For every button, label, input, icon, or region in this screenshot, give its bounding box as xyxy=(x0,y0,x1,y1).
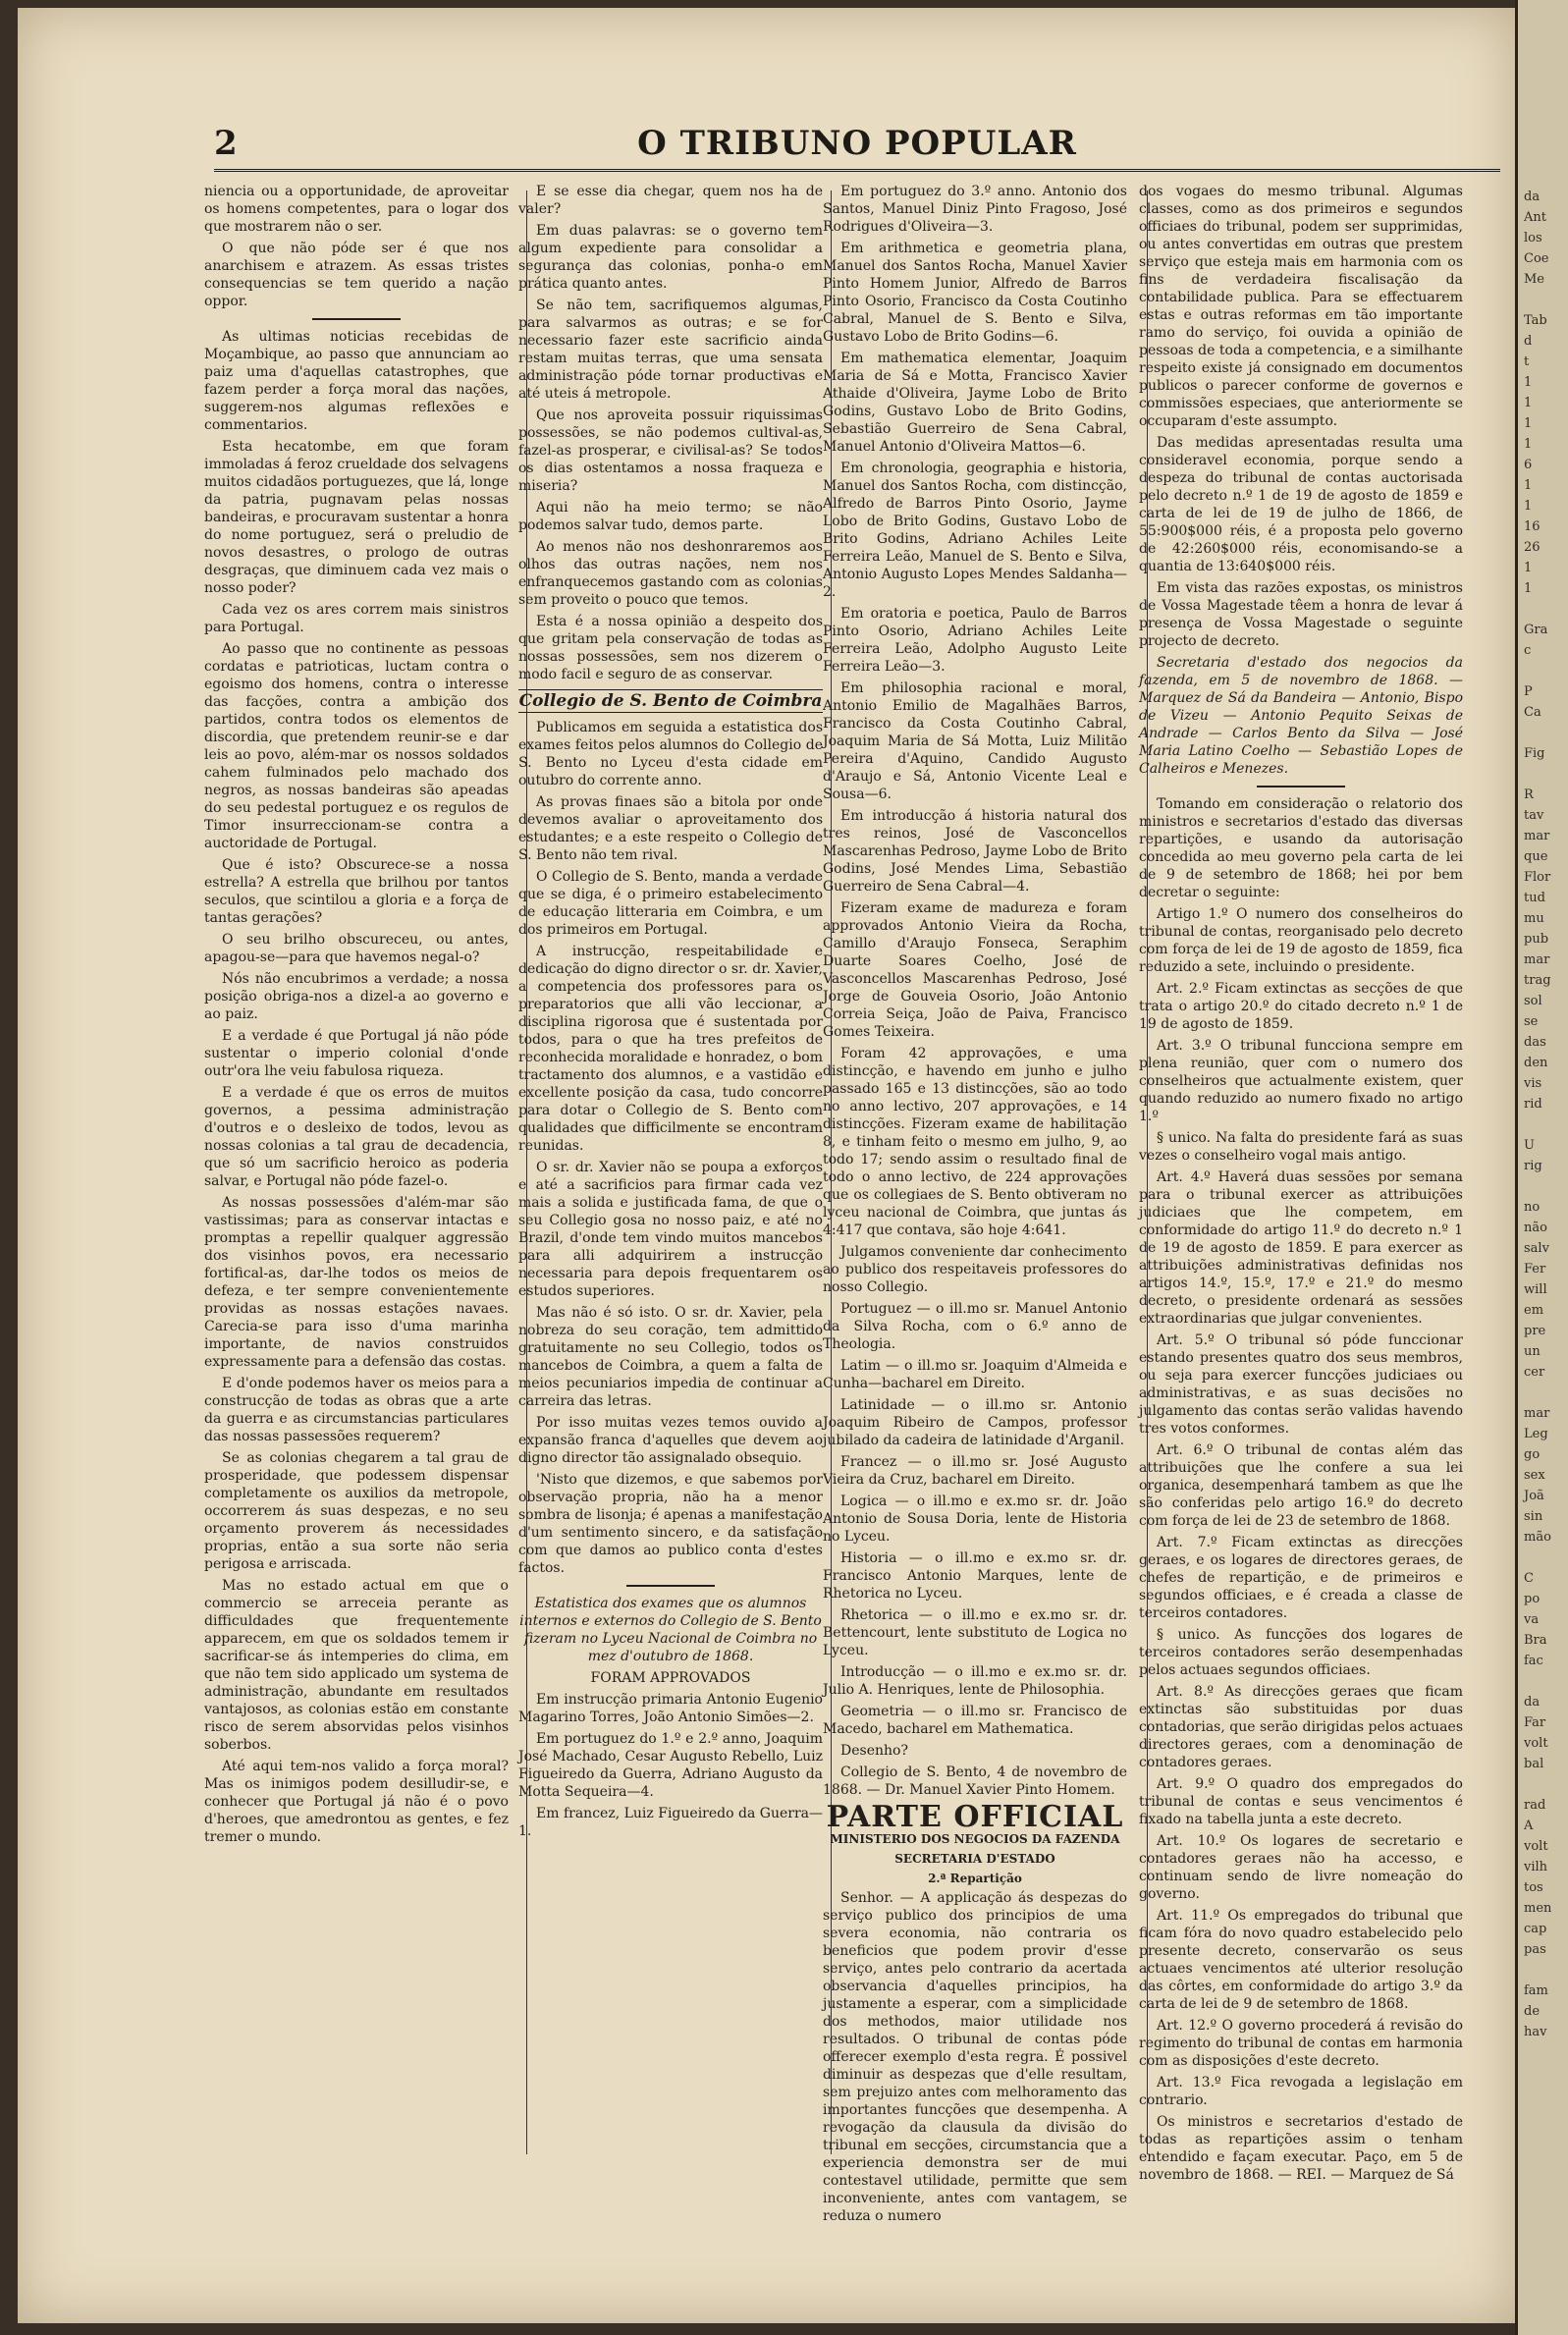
exam-result: Em introducção á historia natural dos tres reinos, José de Vasconcellos Mascarenhas Pedroso, Jayme Lobo de Brito Godins, José Mendes Lima, Sebastião Guerreiro de Sena Cabral—4. xyxy=(823,808,1127,895)
exam-result: Em portuguez do 1.º e 2.º anno, Joaquim José Machado, Cesar Augusto Rebello, Luiz Figueiredo da Guerra, Adriano Augusto da Motta Sequeira—4. xyxy=(518,1731,823,1800)
article-paragraph: Publicamos em seguida a estatistica dos exames feitos pelos alumnos do Collegio de S. Bento no Lyceu d'esta cidade em outubro do corrente anno. xyxy=(518,720,823,788)
article-paragraph: Por isso muitas vezes temos ouvido a expansão franca d'aquelles que devem ao digno director tão assignalado obsequio. xyxy=(518,1415,823,1466)
newspaper-title: O TRIBUNO POPULAR xyxy=(637,124,1077,163)
article-paragraph: Ao passo que no continente as pessoas cordatas e patrioticas, luctam contra o egoismo dos homens, contra o interesse das facções, contra a ambição dos partidos, contra todos os elementos de discordia, que pretendem reunir-se e dar leis ao povo, além-mar os nossos soldados cahem fulminados pelo machado dos negros, as nossas bandeiras são apeadas do seu pedestal portuguez e os regulos de Timor insurreccionam-se contra a auctoridade de Portugal. xyxy=(204,641,509,851)
article-paragraph: E a verdade é que os erros de muitos governos, a pessima administração d'outros e o desleixo de todos, levou as nossas colonias a tal grau de decadencia, que só um sacrificio heroico as poderia salvar, e Portugal não póde fazel-o. xyxy=(204,1085,509,1189)
exam-result: Em francez, Luiz Figueiredo da Guerra—1. xyxy=(518,1806,823,1839)
exam-result: Em portuguez do 3.º anno. Antonio dos Santos, Manuel Diniz Pinto Fragoso, José Rodrigues d'Oliveira—3. xyxy=(823,184,1127,235)
professor-entry: Latinidade — o ill.mo sr. Antonio Joaquim Ribeiro de Campos, professor jubilado da cadeira de latinidade d'Arganil. xyxy=(823,1397,1127,1448)
article-paragraph: As nossas possessões d'além-mar são vastissimas; para as conservar intactas e promptas a repellir qualquer aggressão dos visinhos povos, era necessario fortifical-as, dar-lhe todos os meios de defeza, e ter sempre convenientemente providas as nossas estações navaes. Carecia-se para isso d'uma marinha importante, de navios construidos expressamente para a defensão das costas. xyxy=(204,1195,509,1370)
article-paragraph: Julgamos conveniente dar conhecimento ao publico dos respeitaveis professores do nosso Collegio. xyxy=(823,1244,1127,1295)
article-paragraph: E a verdade é que Portugal já não póde sustentar o imperio colonial d'onde outr'ora lhe veiu fabulosa riqueza. xyxy=(204,1028,509,1079)
next-page-edge xyxy=(1515,0,1568,2335)
article-paragraph: O sr. dr. Xavier não se poupa a exforços e até a sacrificios para firmar cada vez mais a solida e justificada fama, de que o seu Collegio gosa no nosso paiz, e até no Brazil, d'onde tem vindo muitos mancebos para alli adquirirem a instrucção necessaria para depois frequentarem os estudos superiores. xyxy=(518,1160,823,1299)
secretaria-heading: SECRETARIA D'ESTADO xyxy=(894,1852,1055,1866)
article-paragraph: Cada vez os ares correm mais sinistros para Portugal. xyxy=(204,602,509,635)
article-paragraph: dos vogaes do mesmo tribunal. Algumas classes, como as dos primeiros e segundos officiaes do tribunal, podem ser supprimidas, ou antes convertidas em outras que prestem serviço que esteja mais em harmonia com os fins de verdadeira fiscalisação da contabilidade publica. Para se effectuarem estas e outras reformas em tão importante ramo do serviço, foi ouvida a opinião de pessoas de toda a competencia, e a similhante respeito existe já consignado em documentos publicos o parecer conforme de governos e commissões especiaes, que anteriormente se occuparam d'este assumpto. xyxy=(1139,184,1463,429)
article-paragraph: 'Nisto que dizemos, e que sabemos por observação propria, não ha a menor sombra de lisonja; é apenas a manifestação d'um sentimento sincero, e da satisfação com que damos ao publico conta d'estes factos. xyxy=(518,1472,823,1576)
exam-result: Em mathematica elementar, Joaquim Maria de Sá e Motta, Francisco Xavier Athaide d'Oliveira, Jayme Lobo de Brito Godins, Gustavo Lobo de Brito Godins, Sebastião Guerreiro de Sena Cabral, Manuel Antonio d'Oliveira Mattos—6. xyxy=(823,351,1127,455)
official-section-title: PARTE OFFICIAL xyxy=(826,1800,1124,1834)
exam-result: Fizeram exame de madureza e foram approvados Antonio Vieira da Rocha, Camillo d'Araujo Fonseca, Seraphim Duarte Soares Coelho, José de Vasconcellos Mascarenhas Pedroso, José Jorge de Gouveia Osorio, João Antonio Correia Seiça, João de Paiva, Francisco Gomes Teixeira. xyxy=(823,900,1127,1040)
page-number: 2 xyxy=(214,124,238,163)
article-paragraph: O que não póde ser é que nos anarchisem e atrazem. As essas tristes consequencias se tem querido a nação oppor. xyxy=(204,241,509,309)
exam-result: Em arithmetica e geometria plana, Manuel dos Santos Rocha, Manuel Xavier Pinto Homem Junior, Alfredo de Barros Pinto Osorio, Francisco da Costa Coutinho Cabral, Manuel de S. Bento e Silva, Gustavo Lobo de Brito Godins—6. xyxy=(823,241,1127,345)
section-heading: Collegio de S. Bento de Coimbra xyxy=(518,691,823,711)
signature-block: Secretaria d'estado dos negocios da fazenda, em 5 de novembro de 1868. — Marquez de Sá da Bandeira — Antonio, Bispo de Vizeu — Antonio Pequito Seixas de Andrade — Carlos Bento da Silva — José Maria Latino Coelho — Sebastião Lopes de Calheiros e Menezes. xyxy=(1139,655,1463,777)
article-paragraph: Os ministros e secretarios d'estado de todas as repartições assim o tenham entendido e façam executar. Paço, em 5 de novembro de 1868. — REI. — Marquez de Sá xyxy=(1139,2114,1463,2183)
column-2 xyxy=(518,183,823,1844)
article-paragraph: Mas não é só isto. O sr. dr. Xavier, pela nobreza do seu coração, tem admittido gratuitamente no seu Collegio, todos os mancebos de Coimbra, a quem a falta de meios pecuniarios impedia de continuar a carreira das letras. xyxy=(518,1305,823,1409)
article-paragraph: niencia ou a opportunidade, de aproveitar os homens competentes, para o logar dos que mostrarem não o ser. xyxy=(204,184,509,235)
professor-entry: Portuguez — o ill.mo sr. Manuel Antonio da Silva Rocha, com o 6.º anno de Theologia. xyxy=(823,1301,1127,1352)
article-paragraph: Aqui não ha meio termo; se não podemos salvar tudo, demos parte. xyxy=(518,500,823,533)
column-4 xyxy=(1139,183,1463,2188)
professor-entry: Rhetorica — o ill.mo e ex.mo sr. dr. Bettencourt, lente substituto de Logica no Lyceu. xyxy=(823,1607,1127,1658)
article-paragraph: Das medidas apresentadas resulta uma consideravel economia, porque sendo a despeza do tribunal de contas auctorisada pelo decreto n.º 1 de 19 de agosto de 1859 e carta de lei de 19 de julho de 1866, de 55:900$000 réis, é a proposta pelo governo de 42:260$000 réis, economisando-se a quantia de 13:640$000 réis. xyxy=(1139,435,1463,574)
next-page-fragments: da Ant los Coe Me Tab d t 1 1 1 1 6 1 1 16 26 1 1 Gra c P Ca Fig R tav mar que Flor tud mu pub mar trag sol se das den vis rid U rig no não salv Fer will em pre un cer mar Leg go sex Joã sin mão C po va Bra fac da Far volt bal rad A volt vilh tos men cap pas fam de hav xyxy=(1524,190,1552,2039)
statistics-title: Estatistica dos exames que os alumnos internos e externos do Collegio de S. Bento fizeram no Lyceu Nacional de Coimbra no mez d'outubro de 1868. xyxy=(519,1596,822,1664)
decree-article: Art. 4.º Haverá duas sessões por semana para o tribunal exercer as attribuições judiciaes que lhe competem, em conformidade do artigo 11.º do decreto n.º 1 de 19 de agosto de 1859. E para exercer as attribuições administrativas definidas nos artigos 14.º, 15.º, 17.º e 21.º do mesmo decreto, o presidente ordenará as sessões extraordinarias que julgar convenientes. xyxy=(1139,1169,1463,1327)
article-paragraph: Nós não encubrimos a verdade; a nossa posição obriga-nos a dizel-a ao governo e ao paiz. xyxy=(204,971,509,1022)
article-paragraph: A instrucção, respeitabilidade e dedicação do digno director o sr. dr. Xavier, a competencia dos professores para os preparatorios que alli vão leccionar, a disciplina rigorosa que é sustentada por todos, para o que ha tres prefeitos de reconhecida moralidade e honradez, o bom tractamento dos alumnos, e a vastidão e excellente posição da casa, tudo concorre para dotar o Collegio de S. Bento com qualidades que difficilmente se encontram reunidas. xyxy=(518,944,823,1154)
decree-article: Art. 8.º As direcções geraes que ficam extinctas são substituidas por duas contadorias, que serão dirigidas pelos actuaes directores geraes, com a denominação de contadores geraes. xyxy=(1139,1684,1463,1770)
article-paragraph: Até aqui tem-nos valido a força moral? Mas os inimigos podem desilludir-se, e conhecer que Portugal já não é o povo d'heroes, que amedrontou as gentes, e fez tremer o mundo. xyxy=(204,1759,509,1845)
article-paragraph: Que nos aproveita possuir riquissimas possessões, se não podemos cultival-as, fazel-as prosperar, e civilisal-as? Se todos os dias ostentamos a nossa fraqueza e miseria? xyxy=(518,407,823,494)
article-paragraph: As ultimas noticias recebidas de Moçambique, ao passo que annunciam ao paiz uma d'aquellas catastrophes, que fazem perder a força moral das nações, suggerem-nos algumas reflexões e commentarios. xyxy=(204,329,509,433)
decree-article: § unico. As funcções dos logares de terceiros contadores serão desempenhadas pelos actuaes segundos officiaes. xyxy=(1139,1627,1463,1678)
article-paragraph: Que é isto? Obscurece-se a nossa estrella? A estrella que brilhou por tantos seculos, que scintilou a gloria e a força de tantas gerações? xyxy=(204,857,509,926)
professor-entry: Geometria — o ill.mo sr. Francisco de Macedo, bacharel em Mathematica. xyxy=(823,1704,1127,1737)
article-paragraph: Senhor. — A applicação ás despezas do serviço publico dos principios de uma severa economia, não contraria os beneficios que podem provir d'esse serviço, antes pelo contrario da acertada observancia d'aquelles principios, ha justamente a esperar, com a simplicidade dos methodos, maior utilidade nos resultados. O tribunal de contas póde offerecer exemplo d'esta regra. É possivel diminuir as despezas que d'elle resultam, sem prejuizo antes com melhoramento das importantes funcções que desempenha. A revogação da clausula da divisão do tribunal em secções, circumstancia que a experiencia demonstra ser de mui contestavel utilidade, permitte que sem inconveniente, antes com vantagem, se reduza o numero xyxy=(823,1890,1127,2224)
article-paragraph: Esta hecatombe, em que foram immoladas á feroz crueldade dos selvagens muitos cidadãos portuguezes, que lá, longe da patria, pugnavam pelas nossas bandeiras, e procuravam sustentar a honra do nome portuguez, será o preludio de novos desastres, o prologo de outras desgraças, que diminuem cada vez mais o nosso poder? xyxy=(204,439,509,596)
decree-article: § unico. Na falta do presidente fará as suas vezes o conselheiro vogal mais antigo. xyxy=(1139,1130,1463,1164)
article-paragraph: O seu brilho obscureceu, ou antes, apagou-se—para que havemos negal-o? xyxy=(204,932,509,965)
decree-article: Art. 3.º O tribunal funcciona sempre em plena reunião, quer com o numero dos conselheiros que actualmente existem, quer quando reduzido ao numero fixado no artigo 1.º xyxy=(1139,1038,1463,1124)
column-3 xyxy=(823,183,1127,2229)
professor-entry: Historia — o ill.mo e ex.mo sr. dr. Francisco Antonio Marques, lente de Rhetorica no Lyceu. xyxy=(823,1550,1127,1602)
professor-entry: Logica — o ill.mo e ex.mo sr. dr. João Antonio de Sousa Doria, lente de Historia no Lyceu. xyxy=(823,1493,1127,1545)
decree-article: Art. 12.º O governo procederá á revisão do regimento do tribunal de contas em harmonia com as disposições d'este decreto. xyxy=(1139,2018,1463,2069)
section-separator xyxy=(1257,786,1345,787)
decree-article: Art. 10.º Os logares de secretario e contadores geraes não ha accesso, e continuam sendo de livre nomeação do governo. xyxy=(1139,1833,1463,1902)
masthead-rule xyxy=(214,169,1500,172)
decree-article: Art. 2.º Ficam extinctas as secções de que trata o artigo 20.º do citado decreto n.º 1 de 19 de agosto de 1859. xyxy=(1139,981,1463,1032)
masthead xyxy=(214,124,1500,183)
article-paragraph: Esta é a nossa opinião a despeito dos que gritam pela conservação de todas as nossas possessões, sem nos dizerem o modo facil e seguro de as conservar. xyxy=(518,614,823,682)
decree-article: Artigo 1.º O numero dos conselheiros do tribunal de contas, reorganisado pelo decreto com força de lei de 19 de agosto de 1859, fica reduzido a sete, incluindo o presidente. xyxy=(1139,906,1463,975)
article-paragraph: Em vista das razões expostas, os ministros de Vossa Magestade têem a honra de levar á presença de Vossa Magestade o seguinte projecto de decreto. xyxy=(1139,580,1463,649)
article-paragraph: Mas no estado actual em que o commercio se arreceia perante as difficuldades que frequentemente apparecem, em que os soldados temem ir sacrificar-se ás intemperies do clima, em que não tem sido applicado um systema de administração, abundante em resultados vantajosos, as colonias estão em constante risco de serem absorvidas pelos visinhos soberbos. xyxy=(204,1578,509,1753)
article-paragraph: O Collegio de S. Bento, manda a verdade que se diga, é o primeiro estabelecimento de educação litteraria em Coimbra, e um dos primeiros em Portugal. xyxy=(518,869,823,938)
reparticao-heading: 2.ª Repartição xyxy=(928,1872,1022,1885)
article-paragraph: E se esse dia chegar, quem nos ha de valer? xyxy=(518,184,823,217)
section-separator xyxy=(626,1585,715,1587)
section-separator xyxy=(312,318,401,320)
article-paragraph: Se não tem, sacrifiquemos algumas, para salvarmos as outras; e se for necessario fazer este sacrificio ainda restam muitas terras, que uma sensata administração póde tornar productivas e até uteis á metropole. xyxy=(518,298,823,402)
exam-result: Em instrucção primaria Antonio Eugenio Magarino Torres, João Antonio Simões—2. xyxy=(518,1692,823,1725)
ministry-heading: MINISTERIO DOS NEGOCIOS DA FAZENDA xyxy=(830,1832,1120,1846)
exam-result: Em philosophia racional e moral, Antonio Emilio de Magalhães Barros, Francisco da Costa Coutinho Cabral, Joaquim Maria de Sá Motta, Luiz Militão Pereira d'Aquino, Candido Augusto d'Araujo e Sá, Antonio Vicente Leal e Sousa—6. xyxy=(823,680,1127,802)
decree-article: Art. 7.º Ficam extinctas as direcções geraes, e os logares de directores geraes, de chefes de repartição, e de primeiros e segundos officiaes, e é creada a classe de terceiros contadores. xyxy=(1139,1535,1463,1621)
decree-article: Art. 5.º O tribunal só póde funccionar estando presentes quatro dos seus membros, ou seja para exercer funcções judiciaes ou administrativas, e as suas decisões no julgamento das contas serão validas havendo tres votos conformes. xyxy=(1139,1332,1463,1437)
decree-article: Art. 11.º Os empregados do tribunal que ficam fóra do novo quadro estabelecido pelo presente decreto, conservarão os seus actuaes vencimentos até ulterior resolução das côrtes, em conformidade do artigo 3.º da carta de lei de 9 de setembro de 1868. xyxy=(1139,1908,1463,2012)
exam-result: Em oratoria e poetica, Paulo de Barros Pinto Osorio, Adriano Achiles Leite Ferreira Leão, Adolpho Augusto Leite Ferreira Leão—3. xyxy=(823,606,1127,675)
exam-result: Em chronologia, geographia e historia, Manuel dos Santos Rocha, com distincção, Alfredo de Barros Pinto Osorio, Jayme Lobo de Brito Godins, Gustavo Lobo de Brito Godins, Adriano Achiles Leite Ferreira Leão, Manuel de S. Bento e Silva, Antonio Augusto Lopes Mendes Saldanha—2. xyxy=(823,461,1127,600)
professor-entry: Latim — o ill.mo sr. Joaquim d'Almeida e Cunha—bacharel em Direito. xyxy=(823,1358,1127,1391)
article-paragraph: Foram 42 approvações, e uma distincção, e havendo em junho e julho passado 165 e 13 distincções, são ao todo no anno lectivo, 207 approvações, e 14 distincções. Fizeram exame de habilitação 8, e tinham feito o mesmo em julho, 9, ao todo 17; sendo assim o resultado final de todo o anno lectivo, de 224 approvações que os collegiaes de S. Bento obtiveram no lyceu nacional de Coimbra, que juntas ás 4:417 que contava, são hoje 4:641. xyxy=(823,1046,1127,1238)
article-paragraph: As provas finaes são a bitola por onde devemos avaliar o aproveitamento dos estudantes; e a este respeito o Collegio de S. Bento não tem rival. xyxy=(518,794,823,863)
article-paragraph: Ao menos não nos deshonraremos aos olhos das outras nações, nem nos enfranquecemos gastando com as colonias sem proveito o pouco que temos. xyxy=(518,539,823,608)
article-paragraph: Se as colonias chegarem a tal grau de prosperidade, que podessem dispensar completamente os auxilios da metropole, occorrerem ás suas despezas, e no seu orçamento proverem ás necessidades proprias, então a sua sorte não seria perigosa e arriscada. xyxy=(204,1450,509,1572)
decree-article: Art. 13.º Fica revogada a legislação em contrario. xyxy=(1139,2075,1463,2108)
decree-article: Art. 9.º O quadro dos empregados do tribunal de contas e seus vencimentos é fixado na tabella junta a este decreto. xyxy=(1139,1776,1463,1827)
article-paragraph: E d'onde podemos haver os meios para a construcção de todas as obras que a arte da guerra e as circumstancias particulares das nossas passessões requerem? xyxy=(204,1376,509,1444)
decree-article: Art. 6.º O tribunal de contas além das attribuições que lhe confere a sua lei organica, desempenhará tambem as que lhe são conferidas pelo artigo 16.º do decreto com força de lei de 23 de setembro de 1868. xyxy=(1139,1442,1463,1529)
column-1 xyxy=(204,183,509,1850)
approved-heading: FORAM APPROVADOS xyxy=(590,1670,751,1686)
professor-entry: Desenho? xyxy=(840,1743,908,1759)
professor-entry: Introducção — o ill.mo e ex.mo sr. dr. Julio A. Henriques, lente de Philosophia. xyxy=(823,1664,1127,1698)
article-paragraph: Tomando em consideração o relatorio dos ministros e secretarios d'estado das diversas repartições, e usando da autorisação concedida ao meu governo pela carta de lei de 9 de setembro de 1868; hei por bem decretar o seguinte: xyxy=(1139,796,1463,900)
signature-line: Collegio de S. Bento, 4 de novembro de 1868. — Dr. Manuel Xavier Pinto Homem. xyxy=(823,1765,1127,1798)
article-paragraph: Em duas palavras: se o governo tem algum expediente para consolidar a segurança das colonias, ponha-o em prática quanto antes. xyxy=(518,223,823,292)
professor-entry: Francez — o ill.mo sr. José Augusto Vieira da Cruz, bacharel em Direito. xyxy=(823,1454,1127,1488)
